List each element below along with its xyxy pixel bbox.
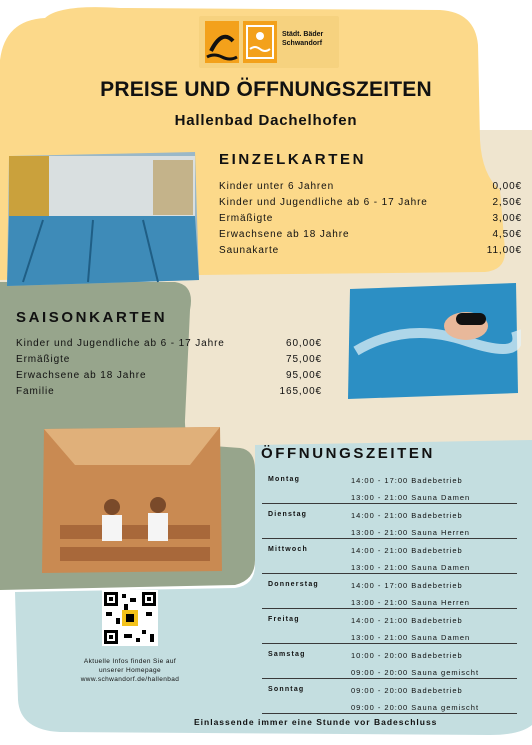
hours-row (262, 504, 517, 539)
oeffnungszeiten-heading: ÖFFNUNGSZEITEN (261, 445, 435, 462)
time-slot: 14:00 - 17:00 Badebetrieb (351, 581, 463, 590)
price-row (16, 370, 322, 381)
qr-code[interactable] (102, 590, 158, 646)
price-row (16, 386, 322, 397)
price-label: Erwachsene ab 18 Jahre (219, 229, 350, 240)
price-row (16, 338, 322, 349)
time-slot: 13:00 - 21:00 Sauna Damen (351, 493, 471, 502)
logo (199, 16, 339, 68)
price-label: Erwachsene ab 18 Jahre (16, 370, 147, 381)
time-slot: 13:00 - 21:00 Sauna Damen (351, 633, 471, 642)
time-slot: 09:00 - 20:00 Sauna gemischt (351, 668, 480, 677)
time-slot: 13:00 - 21:00 Sauna Herren (351, 528, 470, 537)
time-slot: 13:00 - 21:00 Sauna Herren (351, 598, 470, 607)
price-label: Ermäßigte (16, 354, 71, 365)
price-value: 60,00€ (286, 338, 322, 349)
hours-row (262, 609, 517, 644)
einzelkarten-heading: EINZELKARTEN (219, 151, 367, 168)
price-value: 95,00€ (286, 370, 322, 381)
wave-logo-icon (243, 21, 277, 63)
price-value: 0,00€ (492, 181, 522, 192)
price-value: 4,50€ (492, 229, 522, 240)
price-row (16, 354, 322, 365)
sauna-photo (40, 425, 225, 575)
time-slot: 09:00 - 20:00 Sauna gemischt (351, 703, 480, 712)
time-slot: 09:00 - 20:00 Badebetrieb (351, 686, 463, 695)
day-name: Donnerstag (268, 581, 319, 588)
hours-row (262, 469, 517, 504)
time-slot: 10:00 - 20:00 Badebetrieb (351, 651, 463, 660)
price-label: Saunakarte (219, 245, 280, 256)
day-name: Mittwoch (268, 546, 308, 553)
footer-note: Einlassende immer eine Stunde vor Badeschluss (194, 717, 438, 727)
hours-row (262, 574, 517, 609)
time-slot: 14:00 - 17:00 Badebetrieb (351, 476, 463, 485)
time-slot: 13:00 - 21:00 Sauna Damen (351, 563, 471, 572)
day-name: Freitag (268, 616, 300, 623)
hours-row (262, 679, 517, 714)
price-label: Kinder und Jugendliche ab 6 - 17 Jahre (16, 338, 225, 349)
logo-text: Städt. Bäder Schwandorf (282, 31, 324, 47)
saisonkarten-heading: SAISONKARTEN (16, 309, 168, 326)
day-name: Montag (268, 476, 301, 483)
hours-row (262, 644, 517, 679)
price-label: Ermäßigte (219, 213, 274, 224)
day-name: Sonntag (268, 686, 305, 693)
day-name: Samstag (268, 651, 306, 658)
price-value: 2,50€ (492, 197, 522, 208)
swimmer-logo-icon (205, 21, 239, 63)
opening-hours-table (262, 469, 517, 714)
price-row (219, 229, 522, 240)
hours-row (262, 539, 517, 574)
price-value: 75,00€ (286, 354, 322, 365)
price-label: Kinder unter 6 Jahren (219, 181, 335, 192)
qr-note: Aktuelle Infos finden Sie auf unserer Homepage www.schwandorf.de/hallenbad (80, 658, 180, 683)
page-title: PREISE UND ÖFFNUNGSZEITEN (100, 78, 432, 101)
price-label: Kinder und Jugendliche ab 6 - 17 Jahre (219, 197, 428, 208)
time-slot: 14:00 - 21:00 Badebetrieb (351, 511, 463, 520)
price-row (219, 197, 522, 208)
day-name: Dienstag (268, 511, 308, 518)
time-slot: 14:00 - 21:00 Badebetrieb (351, 616, 463, 625)
price-row (219, 213, 522, 224)
price-value: 11,00€ (486, 245, 522, 256)
time-slot: 14:00 - 21:00 Badebetrieb (351, 546, 463, 555)
price-value: 165,00€ (279, 386, 322, 397)
price-row (219, 245, 522, 256)
price-label: Familie (16, 386, 55, 397)
price-row (219, 181, 522, 192)
page-subtitle: Hallenbad Dachelhofen (174, 112, 358, 129)
price-value: 3,00€ (492, 213, 522, 224)
indoor-pool-photo (3, 150, 203, 290)
swimmer-photo (346, 281, 521, 401)
